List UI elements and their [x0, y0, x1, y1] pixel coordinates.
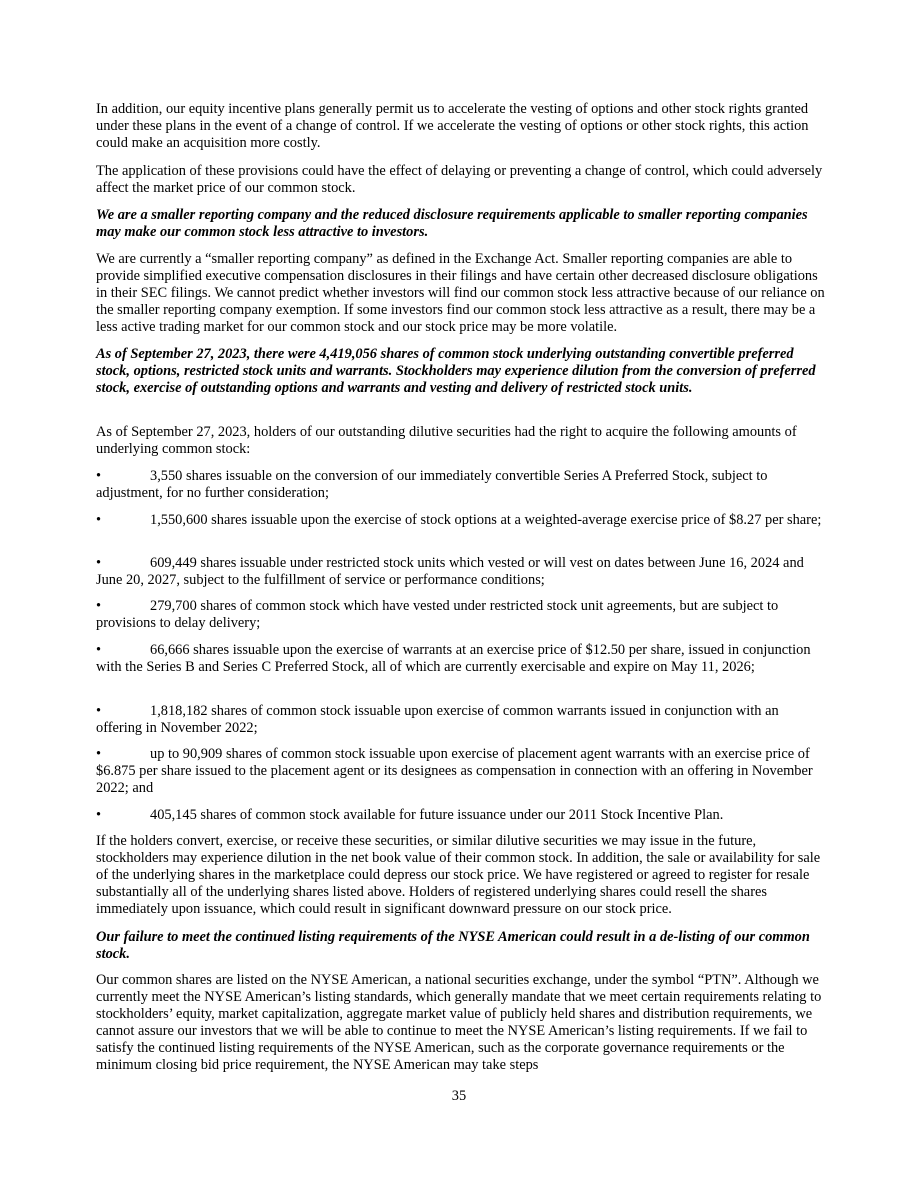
- bullet-marker: •: [96, 807, 102, 823]
- list-item: [96, 468, 826, 502]
- bullet-marker: •: [96, 598, 102, 614]
- list-item: [96, 555, 826, 589]
- heading-smaller-reporting-company: We are a smaller reporting company and the reduced disclosure requirements applicable to smaller reporting companies may make our common stock less attractive to investors.: [96, 207, 808, 240]
- paragraph-dilutive-securities-intro: As of September 27, 2023, holders of our outstanding dilutive securities had the right to acquire the following amounts of underlying common stock:: [96, 424, 797, 457]
- list-item-text: 66,666 shares issuable upon the exercise of warrants at an exercise price of $12.50 per share, issued in conjunction with the Series B and Series C Preferred Stock, all of which are currently exercisable and expire on May 11, 2026;: [96, 642, 811, 675]
- heading-nyse-listing: Our failure to meet the continued listing requirements of the NYSE American could result in a de-listing of our common stock.: [96, 929, 810, 962]
- list-item-text: 609,449 shares issuable under restricted stock units which vested or will vest on dates between June 16, 2024 and June 20, 2027, subject to the fulfillment of service or performance conditions;: [96, 555, 804, 588]
- list-item: [96, 746, 826, 797]
- bullet-marker: •: [96, 746, 102, 762]
- bullet-marker: •: [96, 555, 102, 571]
- paragraph-nyse-listing: Our common shares are listed on the NYSE American, a national securities exchange, under the symbol “PTN”. Although we currently meet the NYSE American’s listing standards, which generally mandate that we meet certain requirements relating to stockholders’ equity, market capitalization, aggregate market value of publicly held shares and distribution requirements, we cannot assure our investors that we will be able to continue to meet the NYSE American’s listing requirements. If we fail to satisfy the continued listing requirements of the NYSE American, such as the corporate governance requirements or the minimum closing bid price requirement, the NYSE American may take steps: [96, 972, 822, 1073]
- list-item-text: up to 90,909 shares of common stock issuable upon exercise of placement agent warrants with an exercise price of $6.875 per share issued to the placement agent or its designees as compensation in connection with an offering in November 2022; and: [96, 746, 813, 796]
- paragraph-dilution-consequences: If the holders convert, exercise, or receive these securities, or similar dilutive securities we may issue in the future, stockholders may experience dilution in the net book value of their common stock. In addition, the sale or availability for sale of the underlying shares in the marketplace could depress our stock price. We have registered or agreed to register for resale substantially all of the underlying shares listed above. Holders of registered underlying shares could resell the shares immediately upon issuance, which could result in significant downward pressure on our stock price.: [96, 833, 821, 917]
- list-item: [96, 703, 826, 737]
- list-item: [96, 512, 826, 529]
- list-item: [96, 598, 826, 632]
- paragraph-change-of-control: The application of these provisions could have the effect of delaying or preventing a change of control, which could adversely affect the market price of our common stock.: [96, 163, 823, 196]
- bullet-marker: •: [96, 642, 102, 658]
- heading-dilution-risk: As of September 27, 2023, there were 4,419,056 shares of common stock underlying outstanding convertible preferred stock, options, restricted stock units and warrants. Stockholders may experience dilution from the conversion of preferred stock, exercise of outstanding options and warrants and vesting and delivery of restricted stock units.: [96, 346, 816, 396]
- list-item-text: 1,818,182 shares of common stock issuable upon exercise of common warrants issued in conjunction with an offering in November 2022;: [96, 703, 779, 736]
- paragraph-smaller-reporting-company: We are currently a “smaller reporting company” as defined in the Exchange Act. Smaller reporting companies are able to provide simplified executive compensation disclosures in their filings and have certain other decreased disclosure obligations in their SEC filings. We cannot predict whether investors will find our common stock less attractive because of our reliance on the smaller reporting company exemption. If some investors find our common stock less attractive as a result, there may be a less active trading market for our common stock and our stock price may be more volatile.: [96, 251, 825, 335]
- list-item: [96, 807, 826, 824]
- bullet-marker: •: [96, 512, 102, 528]
- list-item-text: 3,550 shares issuable on the conversion of our immediately convertible Series A Preferred Stock, subject to adjustment, for no further consideration;: [96, 468, 768, 501]
- paragraph-equity-incentive: In addition, our equity incentive plans generally permit us to accelerate the vesting of options and other stock rights granted under these plans in the event of a change of control. If we accelerate the vesting of options or other stock rights, this action could make an acquisition more costly.: [96, 101, 809, 151]
- list-item-text: 279,700 shares of common stock which have vested under restricted stock unit agreements, but are subject to provisions to delay delivery;: [96, 598, 779, 631]
- list-item-text: 1,550,600 shares issuable upon the exercise of stock options at a weighted-average exercise price of $8.27 per share;: [150, 512, 822, 528]
- bullet-marker: •: [96, 703, 102, 719]
- list-item: [96, 642, 826, 676]
- page-number: 35: [451, 1088, 467, 1104]
- list-item-text: 405,145 shares of common stock available for future issuance under our 2011 Stock Incentive Plan.: [150, 807, 724, 823]
- bullet-marker: •: [96, 468, 102, 484]
